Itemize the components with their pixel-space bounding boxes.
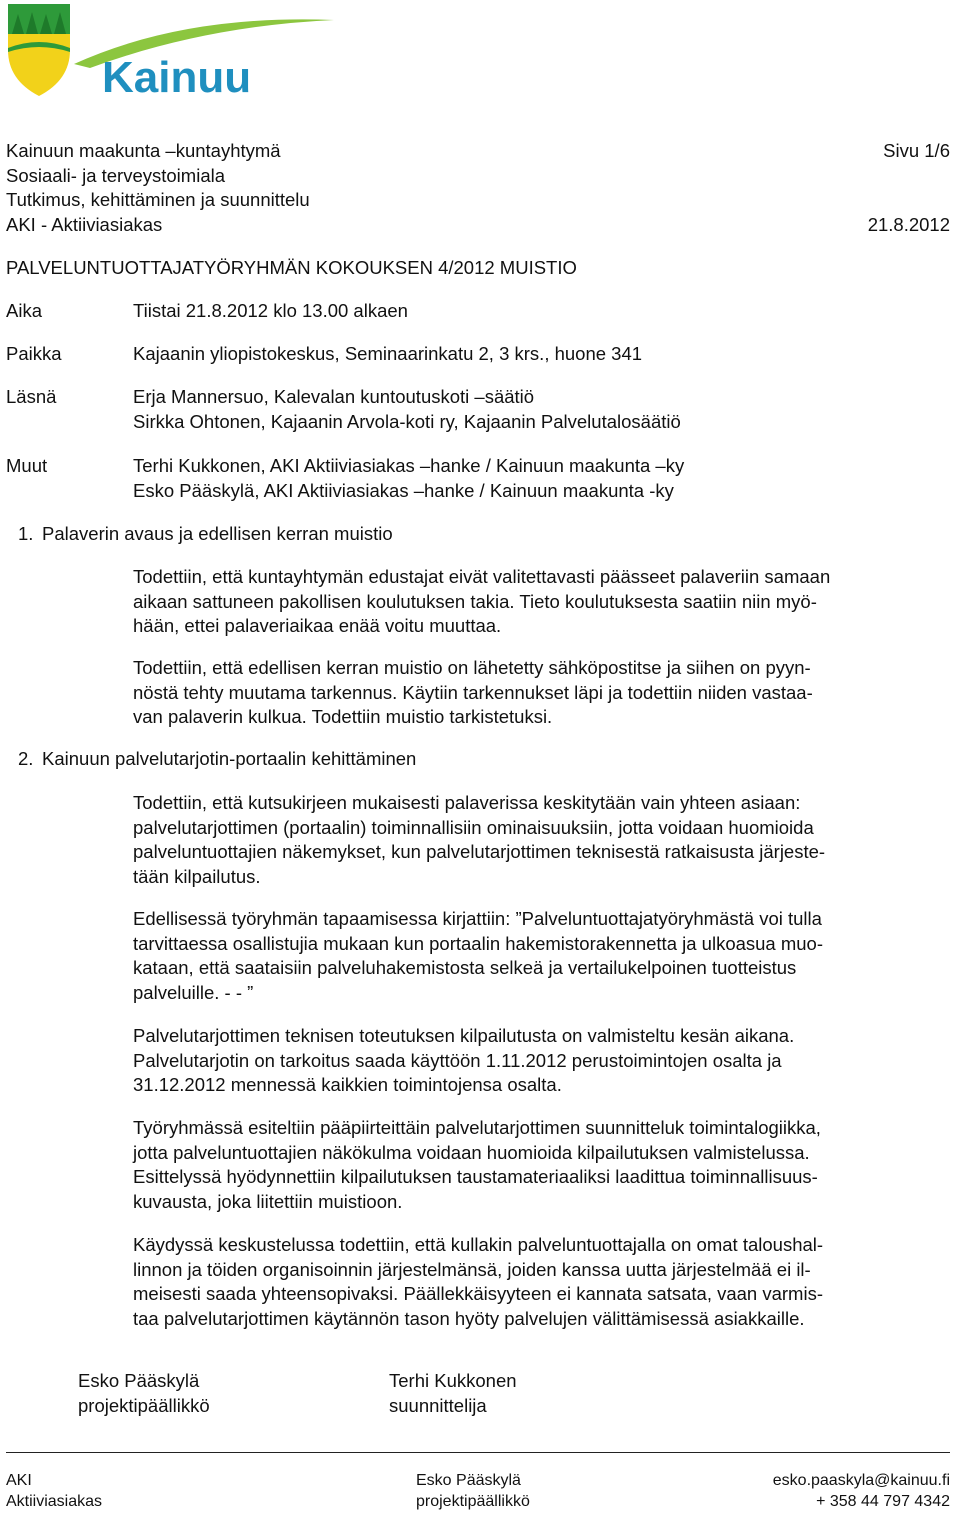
paragraph (133, 907, 948, 1005)
footer-email-link[interactable]: esko.paaskyla@kainuu.fi (772, 1472, 950, 1489)
paragraph-line: Esittelyssä hyödynnettiin kilpailutuksen taustamateriaaliksi laadittua toiminnallisuus- (133, 1166, 818, 1187)
paikka-value: Kajaanin yliopistokeskus, Seminaarinkatu 2, 3 krs., huone 341 (133, 343, 643, 364)
paragraph (133, 1116, 948, 1214)
section-number: 2. (18, 748, 34, 769)
paragraph-line: palvelutarjottimen (portaalin) toiminnallisiin ominaisuuksiin, jotta voidaan huomioida (133, 816, 814, 838)
paragraph-line: hään, ettei palaveriaikaa enää voitu muuttaa. (133, 615, 502, 636)
footer-left-1: AKI (6, 1472, 32, 1489)
paragraph-line: Todettiin, että kutsukirjeen mukaisesti palaverissa keskitytään vain yhteen asiaan: (133, 792, 801, 813)
org-line-3: Tutkimus, kehittäminen ja suunnittelu (6, 189, 310, 210)
paragraph-line: jotta palveluntuottajien näkökulma voidaan huomioida kilpailutuksen valmistelussa. (133, 1141, 810, 1163)
kainuu-logo (4, 0, 344, 100)
paragraph-line: palveluille. - - ” (133, 981, 254, 1003)
paragraph-line: Todettiin, että edellisen kerran muistio on lähetetty sähköpostitse ja siihen on pyyn- (133, 657, 811, 678)
footer-mid-2: projektipäällikkö (416, 1493, 530, 1510)
paragraph-line: kataan, että saataisiin palveluhakemistosta selkeä ja vertailukelpoinen tuotteistus (133, 957, 797, 978)
signature-role: suunnittelija (389, 1395, 487, 1416)
lasna-label: Läsnä (6, 386, 57, 407)
muut-label: Muut (6, 455, 48, 476)
paragraph-line: kuvausta, joka liitettiin muistioon. (133, 1190, 403, 1212)
section-title: Kainuun palvelutarjotin-portaalin kehittäminen (42, 748, 417, 769)
section-2-heading (18, 747, 417, 772)
section-number: 1. (18, 523, 34, 544)
paragraph-line: Todettiin, että kuntayhtymän edustajat eivät valitettavasti päässeet palaveriin samaan (133, 566, 831, 587)
footer-phone: + 358 44 797 4342 (816, 1493, 950, 1510)
paragraph-line: palveluntuottajien näkemykset, kun palvelutarjottimen teknisestä ratkaisusta järjeste- (133, 841, 826, 862)
paragraph-line: Työryhmässä esiteltiin pääpiirteittäin palvelutarjottimen suunnitteluk toimintalogiikka, (133, 1117, 821, 1138)
org-line-1: Kainuun maakunta –kuntayhtymä (6, 140, 281, 161)
paragraph (133, 565, 948, 639)
paragraph-line: meisesti saada yhteensopivaksi. Päällekkäisyyteen ei kannata satsata, vaan varmis- (133, 1283, 823, 1304)
signature-role: projektipäällikkö (78, 1395, 210, 1416)
paragraph-line: van palaverin kulkua. Todettiin muistio tarkistetuksi. (133, 706, 553, 727)
footer-mid-1: Esko Pääskylä (416, 1472, 521, 1489)
signature-name: Esko Pääskylä (78, 1370, 200, 1391)
paragraph-line: aikaan sattuneen pakollisen koulutuksen takia. Tieto koulutuksesta saatiin niin myö- (133, 590, 817, 612)
kainuu-logo-graphic (4, 0, 344, 100)
muut-line: Terhi Kukkonen, AKI Aktiiviasiakas –hanke / Kainuun maakunta –ky (133, 455, 685, 476)
paragraph (133, 656, 948, 730)
footer-left-2: Aktiiviasiakas (6, 1493, 103, 1510)
paragraph-line: Käydyssä keskustelussa todettiin, että kullakin palveluntuottajalla on omat taloushal- (133, 1234, 824, 1255)
lasna-line: Sirkka Ohtonen, Kajaanin Arvola-koti ry, Kajaanin Palvelutalosäätiö (133, 411, 681, 432)
muut-line: Esko Pääskylä, AKI Aktiiviasiakas –hanke / Kainuun maakunta -ky (133, 480, 674, 501)
aika-label: Aika (6, 300, 42, 321)
paragraph (133, 1024, 948, 1098)
aika-value: Tiistai 21.8.2012 klo 13.00 alkaen (133, 300, 408, 321)
paragraph-line: Palvelutarjotin on tarkoitus saada käyttöön 1.11.2012 perustoimintojen osalta ja (133, 1049, 782, 1071)
paragraph-line: tarvittaessa osallistujia mukaan kun portaalin hakemistorakennetta ja ulkoasua muo- (133, 932, 824, 954)
paragraph-line: 31.12.2012 mennessä kaikkien toimintojensa osalta. (133, 1074, 562, 1095)
paragraph-line: tään kilpailutus. (133, 865, 261, 887)
paragraph-line: linnon ja töiden organisoinnin järjestelmänsä, joiden kanssa uutta järjestelmää ei il- (133, 1258, 811, 1280)
section-1-heading (18, 522, 393, 547)
paragraph-line: Edellisessä työryhmän tapaamisessa kirjattiin: ”Palveluntuottajatyöryhmästä voi tulla (133, 908, 822, 929)
footer-divider (6, 1452, 950, 1453)
section-title: Palaverin avaus ja edellisen kerran muistio (42, 523, 393, 544)
org-line-4: AKI - Aktiiviasiakas (6, 214, 163, 235)
document-date: 21.8.2012 (867, 214, 950, 235)
paragraph-line: Palvelutarjottimen teknisen toteutuksen kilpailutusta on valmisteltu kesän aikana. (133, 1025, 795, 1046)
paragraph (133, 791, 948, 889)
paragraph-line: taa palvelutarjottimen käytännön tason hyöty palvelujen välittämisessä asiakkaille. (133, 1307, 805, 1329)
paikka-label: Paikka (6, 343, 62, 364)
paragraph-line: nöstä tehty muutama tarkennus. Käytiin tarkennukset läpi ja todettiin niiden vastaa- (133, 681, 813, 703)
paragraph (133, 1233, 948, 1331)
document-title: PALVELUNTUOTTAJATYÖRYHMÄN KOKOUKSEN 4/2012 MUISTIO (6, 257, 577, 278)
page-number: Sivu 1/6 (883, 140, 950, 161)
lasna-line: Erja Mannersuo, Kalevalan kuntoutuskoti –säätiö (133, 386, 535, 407)
signature-name: Terhi Kukkonen (389, 1370, 517, 1391)
org-line-2: Sosiaali- ja terveystoimiala (6, 165, 226, 186)
logo-text: Kainuu (102, 53, 252, 100)
